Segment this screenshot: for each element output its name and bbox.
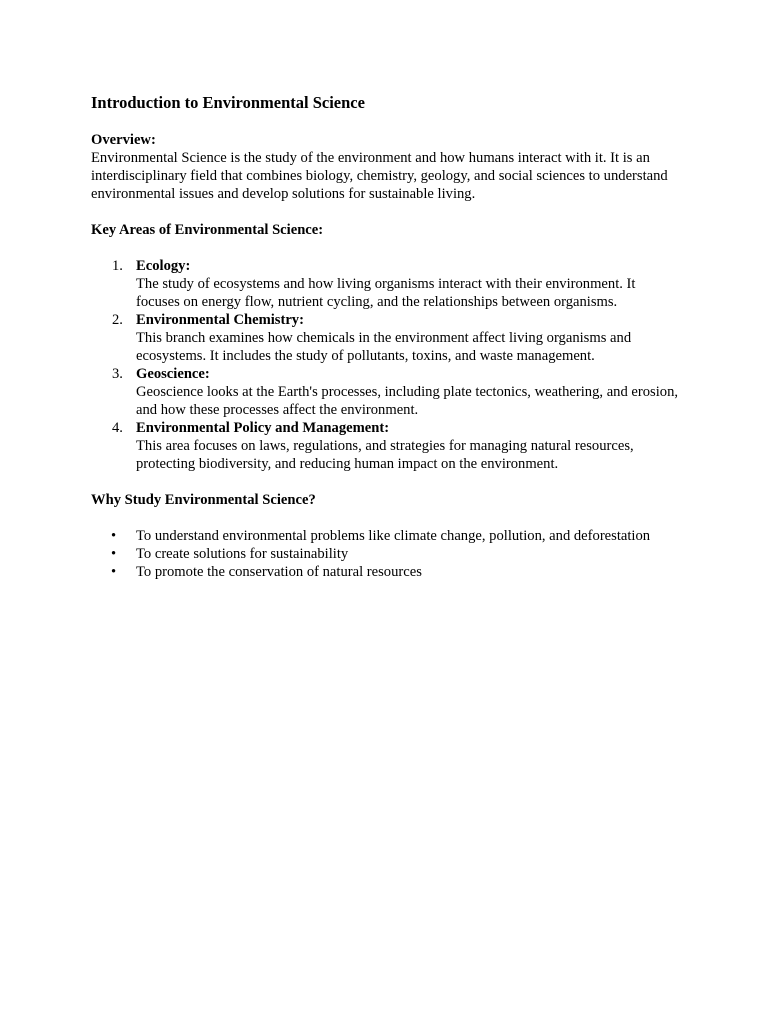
- bullet-icon: •: [111, 546, 117, 562]
- key-areas-heading: Key Areas of Environmental Science:: [91, 222, 324, 238]
- list-item-text: This area focuses on laws, regulations, and strategies for managing natural resources, protecting biodiversity, and reducing human impact on the environment.: [136, 438, 634, 472]
- list-item-number: 4.: [112, 420, 123, 436]
- list-item-text: To understand environmental problems like climate change, pollution, and deforestation: [136, 528, 651, 544]
- list-item-title: Ecology:: [136, 258, 191, 274]
- document-page: [91, 93, 681, 581]
- list-item-number: 1.: [112, 258, 123, 274]
- list-item-text: The study of ecosystems and how living organisms interact with their environment. It focuses on energy flow, nutrient cycling, and the relationships between organisms.: [136, 276, 636, 310]
- list-item-text: To create solutions for sustainability: [136, 546, 349, 562]
- list-item-text: Geoscience looks at the Earth's processes, including plate tectonics, weathering, and erosion, and how these processes affect the environment.: [136, 384, 679, 418]
- list-item-title: Environmental Policy and Management:: [136, 420, 390, 436]
- why-study-list: [91, 527, 681, 581]
- list-item: [91, 527, 681, 545]
- list-item-number: 3.: [112, 366, 123, 382]
- list-item-number: 2.: [112, 312, 123, 328]
- list-item-text: To promote the conservation of natural resources: [136, 564, 422, 580]
- overview-text: Environmental Science is the study of the environment and how humans interact with it. It is an interdisciplinary field that combines biology, chemistry, geology, and social sciences to understand environmental issues and develop solutions for sustainable living.: [91, 150, 668, 202]
- list-item: [91, 311, 681, 365]
- overview-section: [91, 131, 681, 203]
- bullet-icon: •: [111, 564, 117, 580]
- list-item-title: Geoscience:: [136, 366, 210, 382]
- list-item: [91, 365, 681, 419]
- list-item: [91, 419, 681, 473]
- list-item: [91, 545, 681, 563]
- list-item-text: This branch examines how chemicals in the environment affect living organisms and ecosystems. It includes the study of pollutants, toxins, and waste management.: [136, 330, 632, 364]
- overview-label: Overview:: [91, 132, 156, 148]
- list-item-title: Environmental Chemistry:: [136, 312, 304, 328]
- document-title: Introduction to Environmental Science: [91, 93, 365, 112]
- key-areas-list: [91, 257, 681, 473]
- list-item: [91, 563, 681, 581]
- why-study-heading: Why Study Environmental Science?: [91, 492, 316, 508]
- list-item: [91, 257, 681, 311]
- bullet-icon: •: [111, 528, 117, 544]
